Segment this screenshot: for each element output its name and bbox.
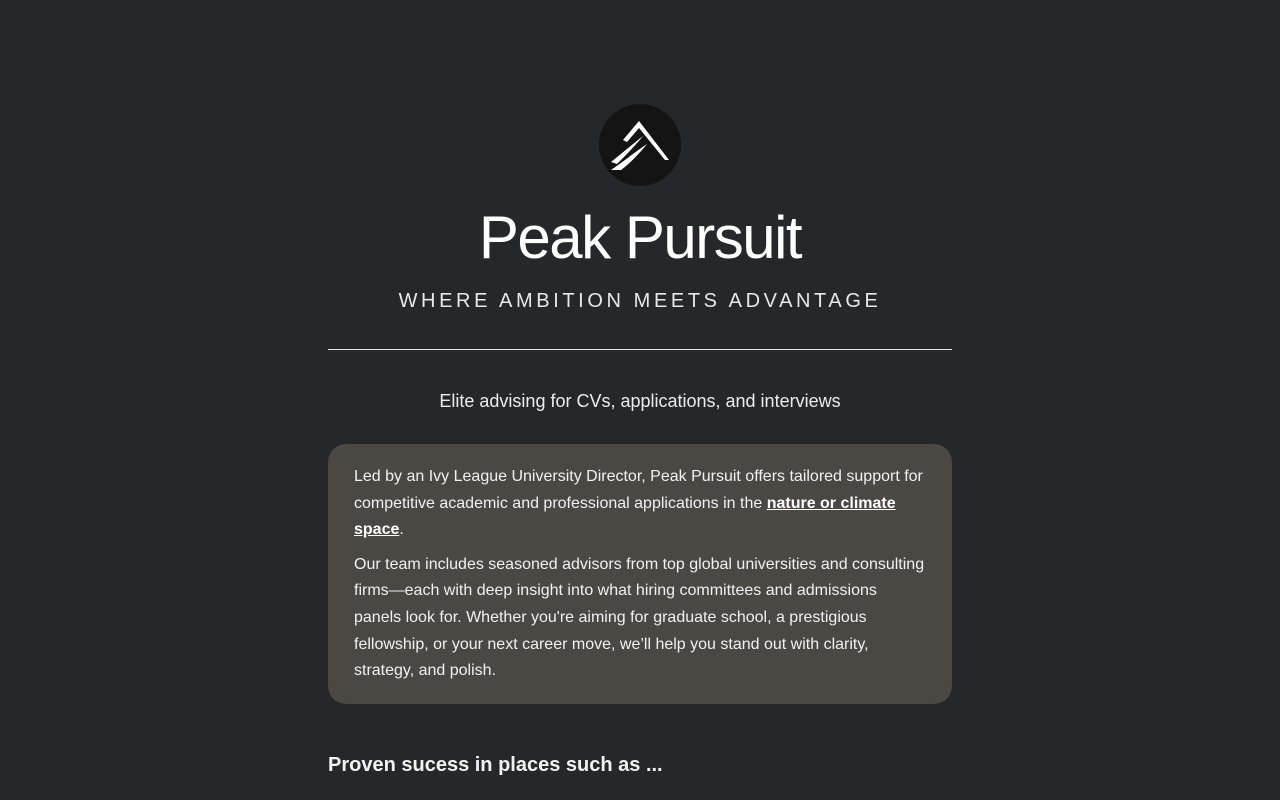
divider xyxy=(328,349,952,350)
intro-paragraph-1 xyxy=(354,464,926,544)
intro-card xyxy=(328,444,952,704)
intro-text-end: . xyxy=(399,521,404,539)
logo xyxy=(599,104,681,186)
subheadline: Elite advising for CVs, applications, and interviews xyxy=(439,391,841,411)
intro-text: Led by an Ivy League University Director, Peak Pursuit offers tailored support for competitive academic and professional applications in the xyxy=(354,468,923,512)
brand-title: Peak Pursuit xyxy=(478,204,802,271)
success-heading: Proven sucess in places such as ... xyxy=(328,754,663,776)
nature-climate-link[interactable]: nature or climate space xyxy=(354,494,896,539)
tagline: WHERE AMBITION MEETS ADVANTAGE xyxy=(398,290,882,312)
mountain-peak-icon xyxy=(599,104,681,186)
intro-paragraph-2: Our team includes seasoned advisors from top global universities and consulting firms—each with deep insight into what hiring committees and admissions panels look for. Whether you're aiming for graduate school, a prestigious fellowship, or your next career move, we’ll help you stand out with clarity, strategy, and polish. xyxy=(354,555,925,680)
